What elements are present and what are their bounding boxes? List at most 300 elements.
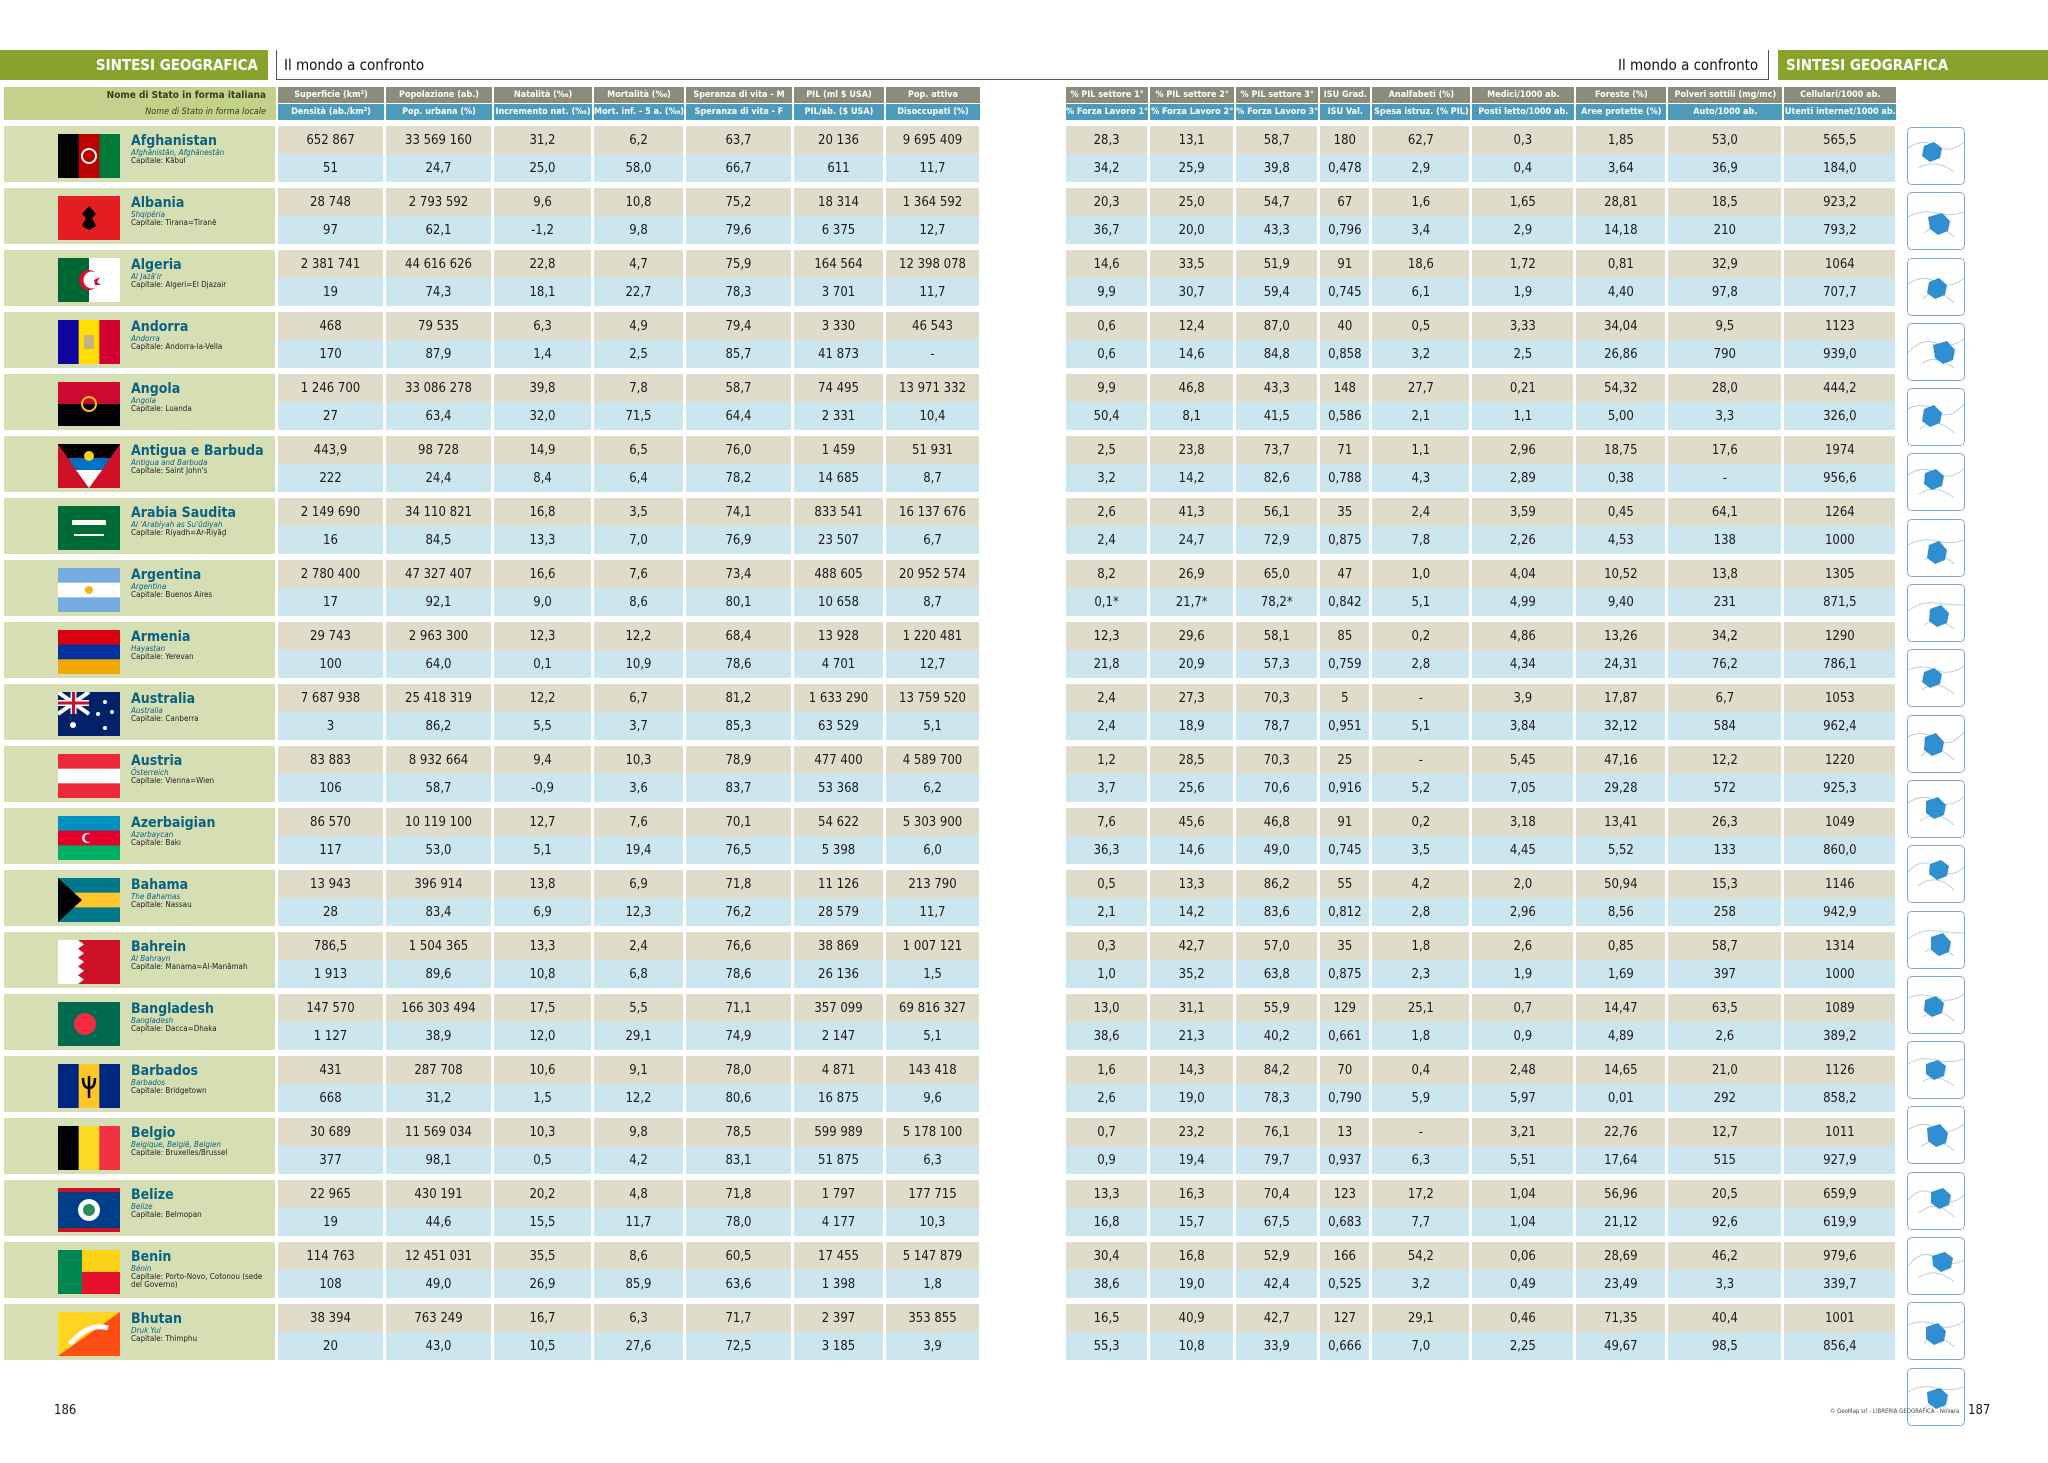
column-header-bottom: Utenti internet/1000 ab. (1784, 104, 1898, 120)
data-cell: 70,4 (1236, 1180, 1320, 1208)
data-cell: 28 579 (794, 898, 886, 926)
data-cell: 8,2 (1066, 560, 1150, 588)
country-name-cell (4, 746, 278, 802)
data-cell: 6,9 (494, 898, 594, 926)
data-cell: 5,45 (1472, 746, 1576, 774)
data-cell: 50,4 (1066, 402, 1150, 430)
data-cell: 0,5 (494, 1146, 594, 1174)
table-row (4, 932, 982, 960)
data-cell: 6,7 (1668, 684, 1784, 712)
data-cell: 19,0 (1150, 1270, 1236, 1298)
table-row (1066, 312, 1898, 340)
data-cell: - (1372, 684, 1472, 712)
data-cell: 74,9 (686, 1022, 794, 1050)
data-cell: 54,7 (1236, 188, 1320, 216)
data-cell: 1,8 (1372, 932, 1472, 960)
data-cell: 6,9 (594, 870, 686, 898)
country-capital: Capitale: Belmopan (131, 1210, 202, 1220)
country-name-cell (4, 250, 278, 306)
table-row (1066, 870, 1898, 898)
data-cell: 84,5 (386, 526, 494, 554)
data-cell: 71,35 (1576, 1304, 1668, 1332)
data-cell: 71 (1320, 436, 1372, 464)
data-cell: 91 (1320, 250, 1372, 278)
data-cell: 54,2 (1372, 1242, 1472, 1270)
data-cell: 47 (1320, 560, 1372, 588)
data-cell: 0,745 (1320, 278, 1372, 306)
data-cell: 11,7 (886, 154, 982, 182)
data-cell: 2,9 (1372, 154, 1472, 182)
data-cell: 43,3 (1236, 374, 1320, 402)
table-row (4, 1118, 982, 1146)
data-cell: 21,12 (1576, 1208, 1668, 1236)
data-cell: 0,85 (1576, 932, 1668, 960)
table-row (1066, 836, 1898, 864)
data-cell: 9,1 (594, 1056, 686, 1084)
data-cell: 1 633 290 (794, 684, 886, 712)
data-cell: 170 (278, 340, 386, 368)
data-cell: 53,0 (386, 836, 494, 864)
data-cell: 6,2 (886, 774, 982, 802)
data-cell: 5 303 900 (886, 808, 982, 836)
table-row (4, 1304, 982, 1332)
data-cell: 76,5 (686, 836, 794, 864)
table-row (1066, 436, 1898, 464)
country-capital: Capitale: Saint John's (131, 466, 208, 476)
data-cell: 18,6 (1372, 250, 1472, 278)
country-capital: Capitale: Manama=Al-Manāmah (131, 962, 248, 972)
locator-map-icon (1907, 1106, 1965, 1164)
column-header-top: % PIL settore 1° (1066, 87, 1150, 104)
column-header-bottom: % Forza Lavoro 3° (1236, 104, 1320, 120)
name-header-local: Nome di Stato in forma locale (4, 104, 278, 120)
data-cell: 4 871 (794, 1056, 886, 1084)
data-cell: 43,3 (1236, 216, 1320, 244)
column-header-top: Mortalità (‰) (594, 87, 686, 104)
column-header-bottom: Aree protette (%) (1576, 104, 1668, 120)
table-row (4, 808, 982, 836)
data-cell: 860,0 (1784, 836, 1898, 864)
data-cell: 3,7 (594, 712, 686, 740)
data-cell: 0,875 (1320, 526, 1372, 554)
data-cell: 78,3 (686, 278, 794, 306)
locator-map-column (1907, 127, 1965, 1433)
country-name: Andorra (131, 319, 189, 335)
data-cell: 86 570 (278, 808, 386, 836)
locator-map-icon (1907, 1237, 1965, 1295)
table-row (1066, 960, 1898, 988)
column-header-bottom: Spesa istruz. (% PIL) (1372, 104, 1472, 120)
data-cell: 80,6 (686, 1084, 794, 1112)
data-cell: 1,1 (1472, 402, 1576, 430)
country-local-name: Angola (131, 395, 156, 405)
data-cell: 83 883 (278, 746, 386, 774)
data-cell: 177 715 (886, 1180, 982, 1208)
data-cell: 6,8 (594, 960, 686, 988)
data-cell: 21,3 (1150, 1022, 1236, 1050)
country-capital: Capitale: Algeri=El Djazair (131, 280, 227, 290)
country-local-name: Andorra (131, 333, 160, 343)
country-local-name: Bénin (131, 1263, 152, 1273)
data-cell: 42,7 (1150, 932, 1236, 960)
data-cell: 19,0 (1150, 1084, 1236, 1112)
column-header-top: Medici/1000 ab. (1472, 87, 1576, 104)
data-cell: 4,3 (1372, 464, 1472, 492)
data-cell: 51,9 (1236, 250, 1320, 278)
data-cell: 8,4 (494, 464, 594, 492)
data-cell: 6,1 (1372, 278, 1472, 306)
data-cell: 0,875 (1320, 960, 1372, 988)
data-cell: 3,59 (1472, 498, 1576, 526)
data-cell: 17 (278, 588, 386, 616)
data-cell: 4 589 700 (886, 746, 982, 774)
data-cell: 12,3 (1066, 622, 1150, 650)
country-name-cell (4, 498, 278, 554)
data-cell: 29,6 (1150, 622, 1236, 650)
data-cell: 611 (794, 154, 886, 182)
column-header-bottom: % Forza Lavoro 2° (1150, 104, 1236, 120)
data-cell: 13 (1320, 1118, 1372, 1146)
locator-map-icon (1907, 1368, 1965, 1426)
data-cell: 1,04 (1472, 1208, 1576, 1236)
data-cell: 69 816 327 (886, 994, 982, 1022)
data-cell: 14,3 (1150, 1056, 1236, 1084)
data-cell: 939,0 (1784, 340, 1898, 368)
data-cell: 6,0 (886, 836, 982, 864)
data-cell: 91 (1320, 808, 1372, 836)
data-cell: 833 541 (794, 498, 886, 526)
data-cell: 2,0 (1472, 870, 1576, 898)
data-cell: 58,1 (1236, 622, 1320, 650)
data-cell: 326,0 (1784, 402, 1898, 430)
data-cell: 76,0 (686, 436, 794, 464)
data-cell: 468 (278, 312, 386, 340)
data-cell: 29,1 (1372, 1304, 1472, 1332)
data-cell: 927,9 (1784, 1146, 1898, 1174)
data-cell: 0,21 (1472, 374, 1576, 402)
data-cell: 13,41 (1576, 808, 1668, 836)
column-header-bottom: Posti letto/1000 ab. (1472, 104, 1576, 120)
data-cell: 17,2 (1372, 1180, 1472, 1208)
data-cell: 979,6 (1784, 1242, 1898, 1270)
country-flag-icon (58, 630, 120, 674)
data-cell: 3,5 (594, 498, 686, 526)
data-cell: 2,89 (1472, 464, 1576, 492)
data-cell: 28,81 (1576, 188, 1668, 216)
data-cell: 13,3 (494, 526, 594, 554)
data-cell: 20,5 (1668, 1180, 1784, 1208)
data-cell: 92,1 (386, 588, 494, 616)
data-cell: 9,8 (594, 216, 686, 244)
data-cell: 42,7 (1236, 1304, 1320, 1332)
data-cell: 13,1 (1150, 126, 1236, 154)
right-header-tick (1768, 50, 1769, 80)
right-data-table (1066, 87, 1898, 1366)
data-cell: 7,7 (1372, 1208, 1472, 1236)
data-cell: 2,26 (1472, 526, 1576, 554)
column-header-top: ISU Grad. (1320, 87, 1372, 104)
left-section-tag: SINTESI GEOGRAFICA (0, 50, 268, 80)
data-cell: 3 (278, 712, 386, 740)
data-cell: 45,6 (1150, 808, 1236, 836)
data-cell: 0,790 (1320, 1084, 1372, 1112)
table-row (1066, 1146, 1898, 1174)
data-cell: 8 932 664 (386, 746, 494, 774)
data-cell: 55,3 (1066, 1332, 1150, 1360)
data-cell: 123 (1320, 1180, 1372, 1208)
table-row (1066, 898, 1898, 926)
data-cell: 0,661 (1320, 1022, 1372, 1050)
data-cell: 46,8 (1150, 374, 1236, 402)
country-name-cell (4, 374, 278, 430)
data-cell: 12,7 (886, 216, 982, 244)
data-cell: 565,5 (1784, 126, 1898, 154)
data-cell: 97,8 (1668, 278, 1784, 306)
data-cell: 0,745 (1320, 836, 1372, 864)
data-cell: 3,64 (1576, 154, 1668, 182)
table-row (4, 622, 982, 650)
data-cell: 20,9 (1150, 650, 1236, 678)
country-local-name: Azərbaycan (131, 829, 174, 839)
data-cell: 27 (278, 402, 386, 430)
data-cell: 36,3 (1066, 836, 1150, 864)
column-header-top: Analfabeti (%) (1372, 87, 1472, 104)
data-cell: 180 (1320, 126, 1372, 154)
country-local-name: Bangladesh (131, 1015, 174, 1025)
column-header-bottom: ISU Val. (1320, 104, 1372, 120)
data-cell: 12,2 (594, 622, 686, 650)
table-row (1066, 1056, 1898, 1084)
data-cell: 3,2 (1372, 340, 1472, 368)
country-flag-icon (58, 692, 120, 736)
column-header-bottom: Incremento nat. (‰) (494, 104, 594, 120)
data-cell: 1,85 (1576, 126, 1668, 154)
country-name-cell (4, 1242, 278, 1298)
country-name: Argentina (131, 567, 202, 583)
data-cell: 1,2 (1066, 746, 1150, 774)
data-cell: 57,3 (1236, 650, 1320, 678)
data-cell: 5,9 (1372, 1084, 1472, 1112)
table-row (1066, 374, 1898, 402)
data-cell: 74,3 (386, 278, 494, 306)
country-flag-icon (58, 1126, 120, 1170)
data-cell: 53 368 (794, 774, 886, 802)
country-local-name: Al Bahrayn (131, 953, 171, 963)
data-cell: 23,49 (1576, 1270, 1668, 1298)
column-header-top: Pop. attiva (886, 87, 982, 104)
data-cell: 38,6 (1066, 1270, 1150, 1298)
column-header-top: Superficie (km²) (278, 87, 386, 104)
data-cell: 78,3 (1236, 1084, 1320, 1112)
data-cell: 92,6 (1668, 1208, 1784, 1236)
data-cell: 786,5 (278, 932, 386, 960)
country-flag-icon (58, 1250, 120, 1294)
data-cell: 12,7 (1668, 1118, 1784, 1146)
data-cell: 184,0 (1784, 154, 1898, 182)
data-cell: 3,9 (1472, 684, 1576, 712)
data-cell: 50,94 (1576, 870, 1668, 898)
data-cell: 87,0 (1236, 312, 1320, 340)
table-row (1066, 250, 1898, 278)
data-cell: 21,0 (1668, 1056, 1784, 1084)
country-capital: Capitale: Buenos Aires (131, 590, 213, 600)
country-flag-icon (58, 816, 120, 860)
data-cell: 1123 (1784, 312, 1898, 340)
right-page-title: Il mondo a confronto (1618, 56, 1759, 74)
data-cell: 856,4 (1784, 1332, 1898, 1360)
data-cell: 1,6 (1372, 188, 1472, 216)
data-cell: 4,2 (594, 1146, 686, 1174)
data-cell: 27,6 (594, 1332, 686, 1360)
data-cell: 11,7 (886, 278, 982, 306)
data-cell: 20,2 (494, 1180, 594, 1208)
data-cell: 1290 (1784, 622, 1898, 650)
data-cell: 18,5 (1668, 188, 1784, 216)
data-cell: 34 110 821 (386, 498, 494, 526)
data-cell: 2 381 741 (278, 250, 386, 278)
country-name-cell (4, 312, 278, 368)
data-cell: 10,8 (494, 960, 594, 988)
data-cell: 26,9 (1150, 560, 1236, 588)
data-cell: 0,3 (1066, 932, 1150, 960)
data-cell: 85,3 (686, 712, 794, 740)
data-cell: 10,3 (594, 746, 686, 774)
data-cell: 89,6 (386, 960, 494, 988)
data-cell: 1,5 (886, 960, 982, 988)
data-cell: 41 873 (794, 340, 886, 368)
locator-map-icon (1907, 1302, 1965, 1360)
data-cell: 24,7 (1150, 526, 1236, 554)
country-flag-icon (58, 196, 120, 240)
country-local-name: Österreich (131, 767, 169, 777)
data-cell: 44 616 626 (386, 250, 494, 278)
data-cell: 2,6 (1066, 1084, 1150, 1112)
data-cell: 32,12 (1576, 712, 1668, 740)
data-cell: 44,6 (386, 1208, 494, 1236)
data-cell: 71,8 (686, 1180, 794, 1208)
data-cell: 41,3 (1150, 498, 1236, 526)
data-cell: 14,6 (1066, 250, 1150, 278)
locator-map-icon (1907, 780, 1965, 838)
data-cell: 0,3 (1472, 126, 1576, 154)
data-cell: 4,89 (1576, 1022, 1668, 1050)
data-cell: 3,6 (594, 774, 686, 802)
data-cell: 5 (1320, 684, 1372, 712)
data-cell: 25 418 319 (386, 684, 494, 712)
column-header-bottom: % Forza Lavoro 1° (1066, 104, 1150, 120)
data-cell: 20,0 (1150, 216, 1236, 244)
column-header-bottom: Auto/1000 ab. (1668, 104, 1784, 120)
locator-map-icon (1907, 584, 1965, 642)
data-cell: 82,6 (1236, 464, 1320, 492)
data-cell: 3,33 (1472, 312, 1576, 340)
country-local-name: Barbados (131, 1077, 166, 1087)
data-cell: 5,5 (594, 994, 686, 1022)
data-cell: 2,1 (1066, 898, 1150, 926)
data-cell: 0,478 (1320, 154, 1372, 182)
data-cell: 55 (1320, 870, 1372, 898)
country-local-name: Druk Yul (131, 1325, 161, 1335)
data-cell: 2,1 (1372, 402, 1472, 430)
country-name-cell (4, 932, 278, 988)
country-name: Azerbaigian (131, 815, 216, 831)
data-cell: 76,2 (686, 898, 794, 926)
data-cell: 7,0 (1372, 1332, 1472, 1360)
data-cell: 1,4 (494, 340, 594, 368)
data-cell: 10,6 (494, 1056, 594, 1084)
data-cell: 2,4 (594, 932, 686, 960)
data-cell: 2,4 (1066, 712, 1150, 740)
data-cell: 70,6 (1236, 774, 1320, 802)
locator-map-icon (1907, 1041, 1965, 1099)
name-header-italian: Nome di Stato in forma italiana (4, 87, 278, 104)
data-cell: 0,6 (1066, 312, 1150, 340)
data-cell: 2 793 592 (386, 188, 494, 216)
data-cell: 5,97 (1472, 1084, 1576, 1112)
data-cell: 55,9 (1236, 994, 1320, 1022)
data-cell: 1126 (1784, 1056, 1898, 1084)
data-cell: 430 191 (386, 1180, 494, 1208)
data-cell: 83,4 (386, 898, 494, 926)
data-cell: 5 398 (794, 836, 886, 864)
data-cell: 18,75 (1576, 436, 1668, 464)
data-cell: 63 529 (794, 712, 886, 740)
data-cell: 56,96 (1576, 1180, 1668, 1208)
data-cell: 51 931 (886, 436, 982, 464)
table-row (1066, 622, 1898, 650)
data-cell: 76,1 (1236, 1118, 1320, 1146)
data-cell: 1220 (1784, 746, 1898, 774)
data-cell: 2,25 (1472, 1332, 1576, 1360)
data-cell: 84,8 (1236, 340, 1320, 368)
data-cell: 16 875 (794, 1084, 886, 1112)
data-cell: 16,8 (1066, 1208, 1150, 1236)
country-flag-icon (58, 506, 120, 550)
data-cell: 16,3 (1150, 1180, 1236, 1208)
data-cell: 86,2 (1236, 870, 1320, 898)
data-cell: 1 797 (794, 1180, 886, 1208)
table-row (1066, 932, 1898, 960)
country-capital: Capitale: Bruxelles/Brussel (131, 1148, 228, 1158)
data-cell: 17,64 (1576, 1146, 1668, 1174)
data-cell: 46,2 (1668, 1242, 1784, 1270)
locator-map-icon (1907, 649, 1965, 707)
data-cell: 14,2 (1150, 898, 1236, 926)
data-cell: 1314 (1784, 932, 1898, 960)
data-cell: 2,5 (594, 340, 686, 368)
locator-map-icon (1907, 192, 1965, 250)
data-cell: 8,1 (1150, 402, 1236, 430)
data-cell: 0,759 (1320, 650, 1372, 678)
data-cell: 6,7 (886, 526, 982, 554)
data-cell: 47 327 407 (386, 560, 494, 588)
data-cell: 1049 (1784, 808, 1898, 836)
data-cell: 13,3 (1066, 1180, 1150, 1208)
data-cell: 41,5 (1236, 402, 1320, 430)
data-cell: 34,2 (1668, 622, 1784, 650)
data-cell: 0,45 (1576, 498, 1668, 526)
data-cell: 12,3 (494, 622, 594, 650)
data-cell: 98,5 (1668, 1332, 1784, 1360)
country-capital: Capitale: Nassau (131, 900, 192, 910)
data-cell: 7,6 (1066, 808, 1150, 836)
data-cell: 13,8 (494, 870, 594, 898)
table-row (1066, 1208, 1898, 1236)
country-flag-icon (58, 134, 120, 178)
country-name-cell (4, 994, 278, 1050)
data-cell: 53,0 (1668, 126, 1784, 154)
data-cell: 12,2 (1668, 746, 1784, 774)
